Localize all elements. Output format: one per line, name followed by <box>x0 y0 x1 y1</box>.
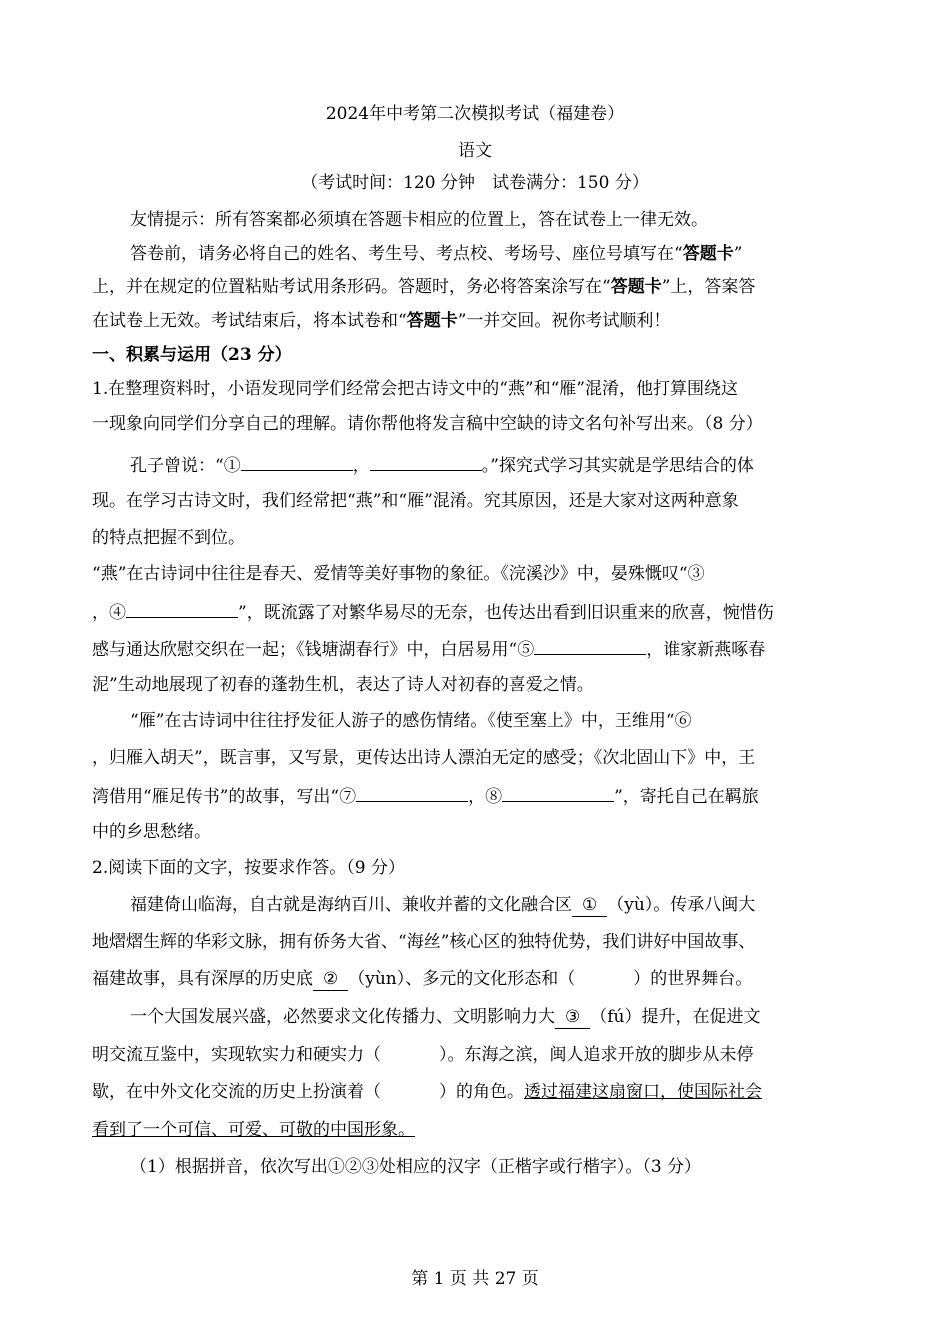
answer-blank <box>502 784 614 802</box>
q2-subquestion-1: （1）根据拼音，依次写出①②③处相应的汉字（正楷字或行楷字）。（3 分） <box>130 1157 702 1177</box>
q2-line: 福建故事，具有深厚的历史底 ② （yùn）、多元的文化形态和（ ）的世界舞台。 <box>92 969 753 989</box>
exam-title: 2024年中考第二次模拟考试（福建卷） <box>325 104 625 124</box>
exam-info: （考试时间：120 分钟 试卷满分：150 分） <box>301 173 649 193</box>
q2-line: 地熠熠生辉的华彩文脉，拥有侨务大省、“海丝”核心区的独特优势，我们讲好中国故事、 <box>92 932 756 952</box>
notice-line-2: 答卷前，请务必将自己的姓名、考生号、考点校、考场号、座位号填写在“答题卡” <box>130 244 743 264</box>
answer-blank <box>241 453 353 471</box>
q2-line: 2.阅读下面的文字，按要求作答。（9 分） <box>92 858 405 878</box>
section-heading: 一、积累与运用（23 分） <box>92 345 292 365</box>
q1-line: 中的乡思愁绪。 <box>92 822 211 842</box>
blank-number: ② <box>313 968 348 991</box>
answer-blank <box>534 637 646 655</box>
blank-number: ① <box>572 894 607 917</box>
q1-line: 的特点把握不到位。 <box>92 528 245 548</box>
q1-line: 孔子曾说：“① ， 。”探究式学习其实就是学思结合的体 <box>130 453 754 477</box>
q1-line: 现。在学习古诗文时，我们经常把“燕”和“雁”混淆。究其原因，还是大家对这两种意象 <box>92 491 739 511</box>
blank-number: ③ <box>555 1006 590 1029</box>
answer-card-term: 答题卡 <box>682 244 734 264</box>
q1-line: 湾借用“雁足传书”的故事，写出“⑦ ，⑧ ”，寄托自己在羁旅 <box>92 784 759 808</box>
answer-blank <box>126 600 238 618</box>
notice-line-1: 友情提示：所有答案都必须填在答题卡相应的位置上，答在试卷上一律无效。 <box>130 210 708 230</box>
notice-line-4: 在试卷上无效。考试结束后，将本试卷和“答题卡”一并交回。祝你考试顺利！ <box>92 311 671 331</box>
q2-line: 歇，在中外文化交流的历史上扮演着（ ）的角色。透过福建这扇窗口，使国际社会 <box>92 1082 762 1102</box>
q1-line: 一现象向同学们分享自己的理解。请你帮他将发言稿中空缺的诗文名句补写出来。（8 分） <box>92 414 763 434</box>
q1-line: 泥”生动地展现了初春的蓬勃生机，表达了诗人对初春的喜爱之情。 <box>92 675 594 695</box>
notice-line-3: 上，并在规定的位置粘贴考试用条形码。答题时，务必将答案涂写在“答题卡”上，答案答 <box>92 277 756 297</box>
underlined-sentence: 透过福建这扇窗口，使国际社会 <box>524 1082 762 1102</box>
q1-line: 感与通达欣慰交织在一起；《钱塘湖春行》中，白居易用“⑤ ，谁家新燕啄春 <box>92 637 765 661</box>
q1-line: 1.在整理资料时，小语发现同学们经常会把古诗文中的“燕”和“雁”混淆，他打算围绕这 <box>92 379 738 399</box>
q1-line: ，归雁入胡天”，既言事，又写景，更传达出诗人漂泊无定的感受；《次北固山下》中，王 <box>92 748 756 768</box>
page-footer: 第 1 页 共 27 页 <box>411 1269 539 1289</box>
q1-line: ，④ ”，既流露了对繁华易尽的无奈，也传达出看到旧识重来的欣喜，惋惜伤 <box>92 600 774 624</box>
q1-line: “雁”在古诗词中往往抒发征人游子的感伤情绪。《使至塞上》中，王维用“⑥ <box>130 711 692 731</box>
q1-line: “燕”在古诗词中往往是春天、爱情等美好事物的象征。《浣溪沙》中，晏殊慨叹“③ <box>92 564 705 584</box>
answer-blank <box>370 453 482 471</box>
subject-title: 语文 <box>458 141 492 161</box>
answer-card-term: 答题卡 <box>406 311 458 331</box>
q2-line: 一个大国发展兴盛，必然要求文化传播力、文明影响力大 ③ （fú）提升，在促进文 <box>130 1007 761 1027</box>
underlined-sentence: 看到了一个可信、可爱、可敬的中国形象。 <box>92 1120 415 1140</box>
answer-card-term: 答题卡 <box>610 277 662 297</box>
answer-blank <box>356 784 468 802</box>
q2-line: 福建倚山临海，自古就是海纳百川、兼收并蓄的文化融合区 ① （yù）。传承八闽大 <box>130 895 756 915</box>
q2-line: 明交流互鉴中，实现软实力和硬实力（ ）。东海之滨，闽人追求开放的脚步从未停 <box>92 1045 754 1065</box>
